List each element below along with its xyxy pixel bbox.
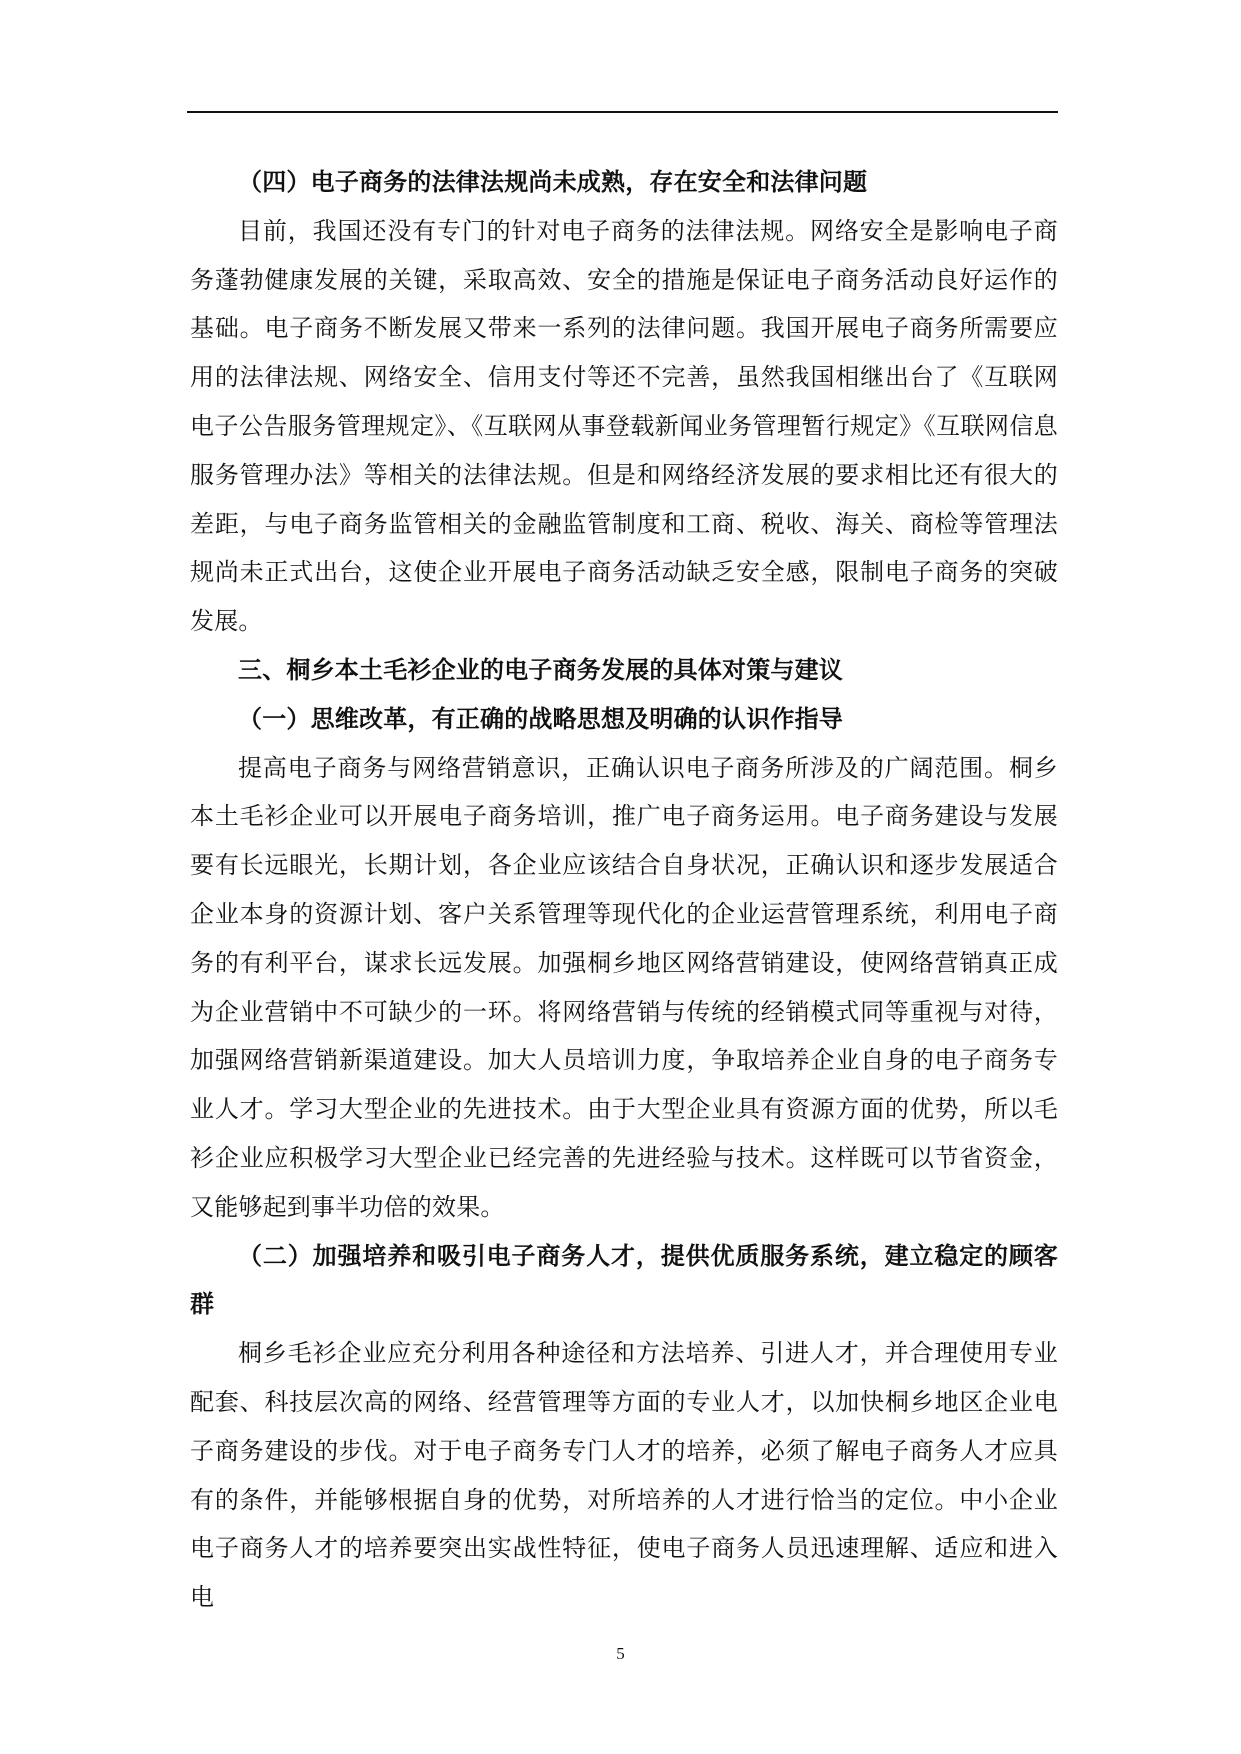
subsection-heading-2: （二）加强培养和吸引电子商务人才，提供优质服务系统，建立稳定的顾客群 <box>190 1241 1058 1319</box>
section-heading-3: 三、桐乡本土毛衫企业的电子商务发展的具体对策与建议 <box>238 655 843 684</box>
paragraph-mindset-reform: 提高电子商务与网络营销意识，正确认识电子商务所涉及的广阔范围。桐乡本土毛衫企业可以开展电子商务培训，推广电子商务运用。电子商务建设与发展要有长远眼光，长期计划，各企业应该结合自身状况，正确认识和逐步发展适合企业本身的资源计划、客户关系管理等现代化的企业运营管理系统，利用电子商务的有利平台，谋求长远发展。加强桐乡地区网络营销建设，使网络营销真正成为企业营销中不可缺少的一环。将网络营销与传统的经销模式同等重视与对待，加强网络营销新渠道建设。加大人员培训力度，争取培养企业自身的电子商务专业人才。学习大型企业的先进技术。由于大型企业具有资源方面的优势，所以毛衫企业应积极学习大型企业已经完善的先进经验与技术。这样既可以节省资金，又能够起到事半功倍的效果。 <box>190 753 1058 1221</box>
header-rule <box>187 111 1058 113</box>
paragraph-talent: 桐乡毛衫企业应充分利用各种途径和方法培养、引进人才，并合理使用专业配套、科技层次高的网络、经营管理等方面的专业人才，以加快桐乡地区企业电子商务建设的步伐。对于电子商务专门人才的培养，必须了解电子商务人才应具有的条件，并能够根据自身的优势，对所培养的人才进行恰当的定位。中小企业电子商务人才的培养要突出实战性特征，使电子商务人员迅速理解、适应和进入电 <box>190 1339 1058 1612</box>
document-body <box>190 158 1058 1622</box>
page-number: 5 <box>616 1644 625 1663</box>
paragraph-legal-issues: 目前，我国还没有专门的针对电子商务的法律法规。网络安全是影响电子商务蓬勃健康发展的关键，采取高效、安全的措施是保证电子商务活动良好运作的基础。电子商务不断发展又带来一系列的法律问题。我国开展电子商务所需要应用的法律法规、网络安全、信用支付等还不完善，虽然我国相继出台了《互联网电子公告服务管理规定》、《互联网从事登载新闻业务管理暂行规定》《互联网信息服务管理办法》等相关的法律法规。但是和网络经济发展的要求相比还有很大的差距，与电子商务监管相关的金融监管制度和工商、税收、海关、商检等管理法规尚未正式出台，这使企业开展电子商务活动缺乏安全感，限制电子商务的突破发展。 <box>190 216 1058 636</box>
subsection-heading-4: （四）电子商务的法律法规尚未成熟，存在安全和法律问题 <box>238 168 868 196</box>
subsection-heading-1: （一）思维改革，有正确的战略思想及明确的认识作指导 <box>238 704 843 733</box>
